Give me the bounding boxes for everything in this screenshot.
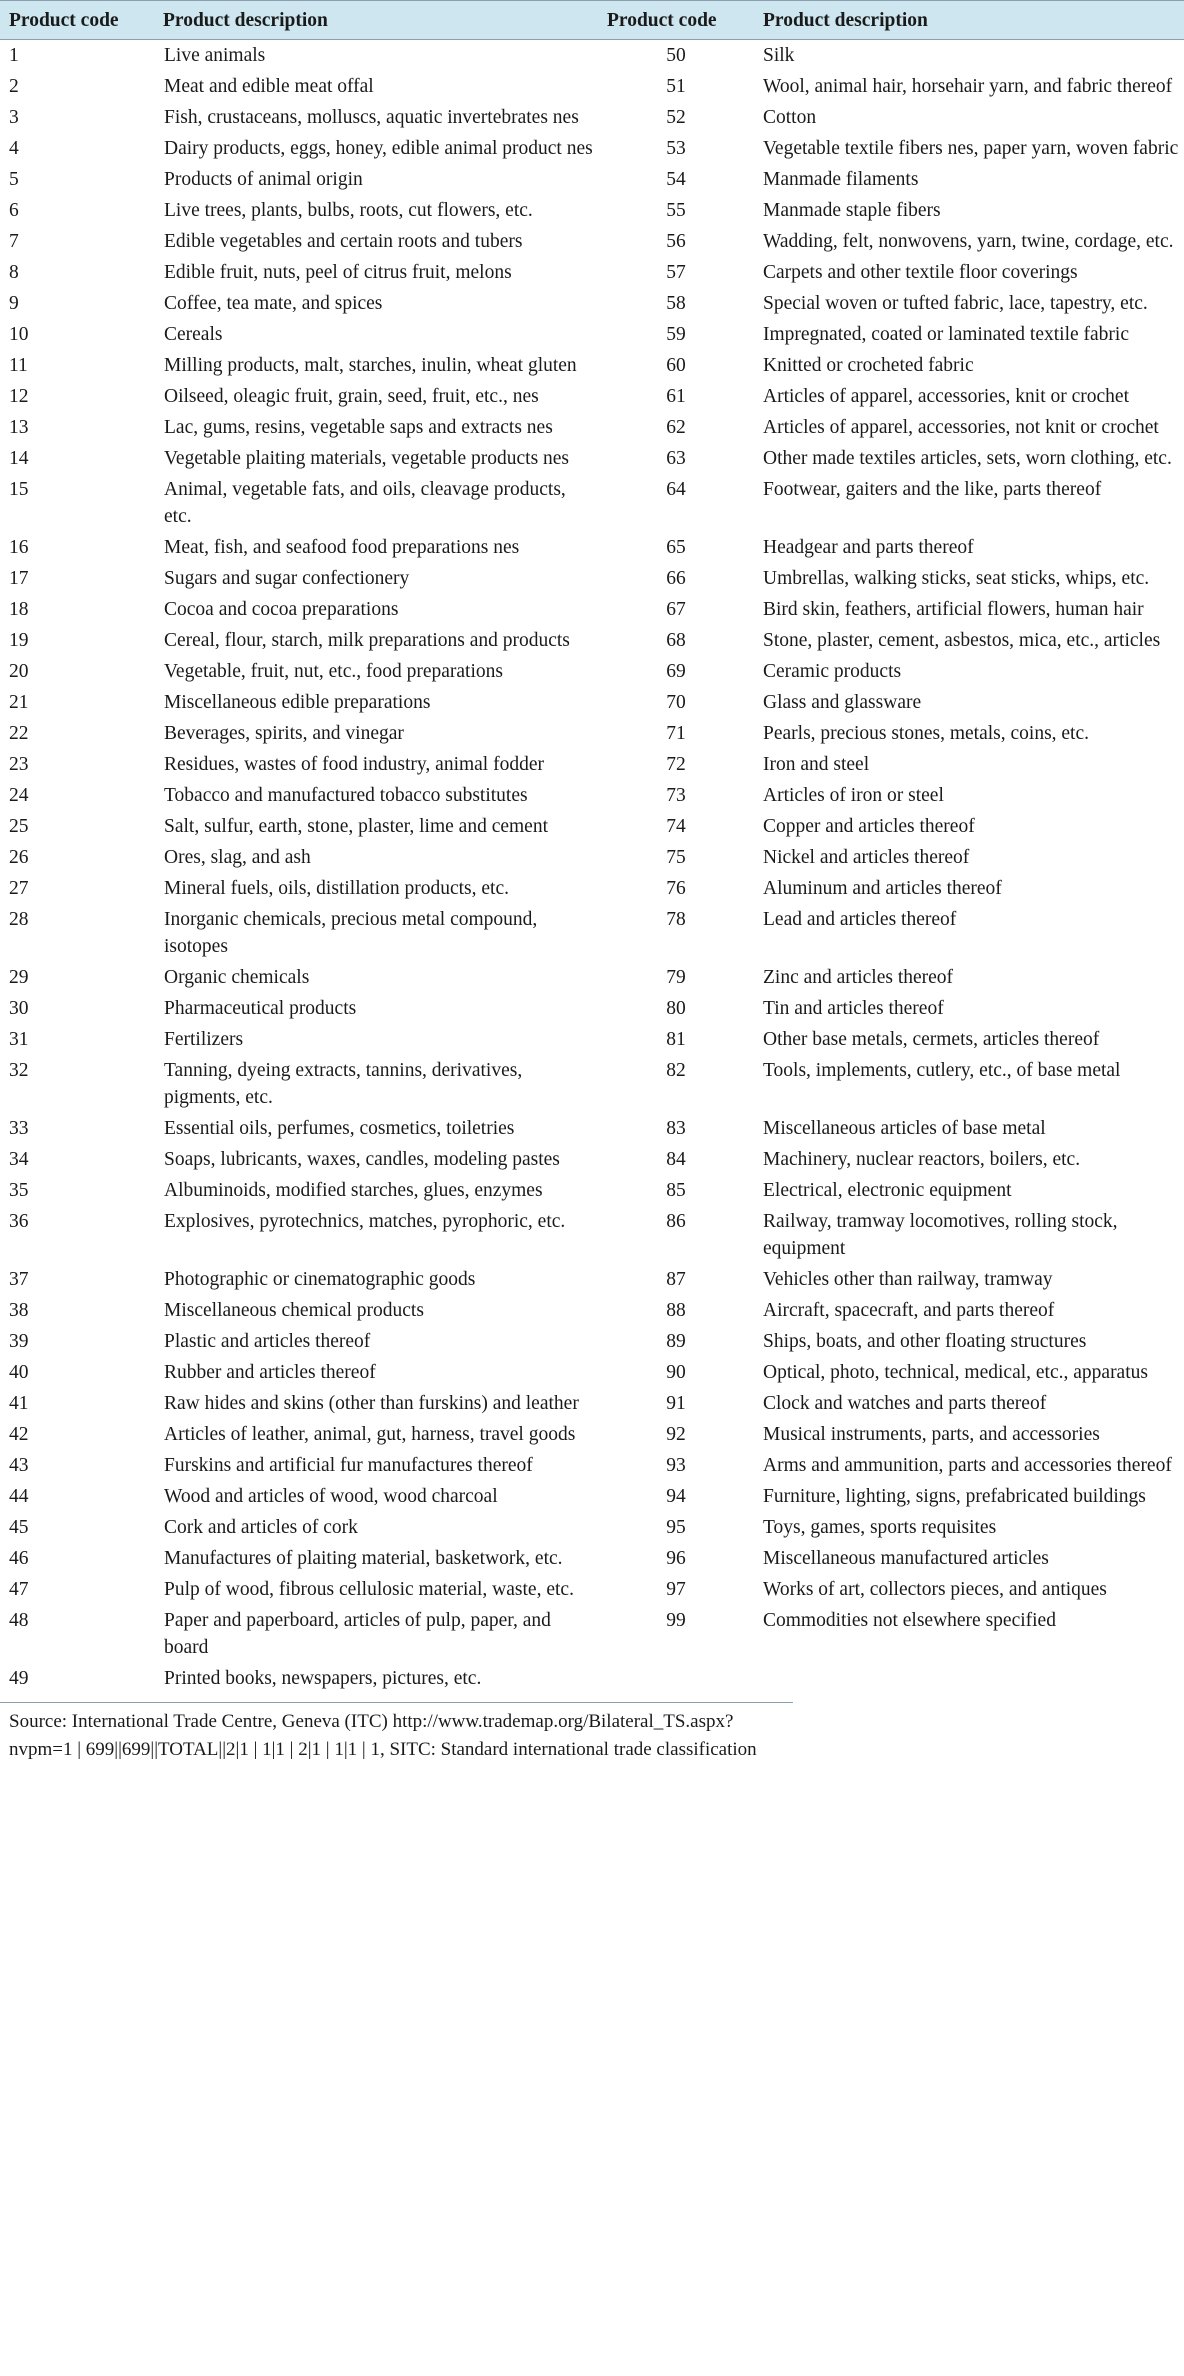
product-code-left-cell: 10 bbox=[9, 324, 29, 345]
product-description-right-cell: Pearls, precious stones, metals, coins, etc. bbox=[763, 723, 1090, 744]
product-code-right-cell: 64 bbox=[666, 479, 686, 500]
product-description-left-cell: Fertilizers bbox=[164, 1029, 244, 1050]
product-code-right-cell: 91 bbox=[666, 1393, 686, 1414]
product-code-left-cell: 35 bbox=[9, 1180, 29, 1201]
product-code-left-cell: 8 bbox=[9, 262, 19, 283]
source-footnote: Source: International Trade Centre, Geneva (ITC) http://www.trademap.org/Bilateral_TS.aspx?nvpm=1 | 699||699||TOTAL||2|1 | 1|1 | 2|1 | 1|1 | 1, SITC: Standard international trade classification bbox=[0, 1702, 793, 1764]
product-description-left-cell: Milling products, malt, starches, inulin, wheat gluten bbox=[164, 355, 577, 376]
table-row bbox=[0, 563, 1184, 594]
product-description-left-cell: Explosives, pyrotechnics, matches, pyrophoric, etc. bbox=[164, 1211, 566, 1232]
table-row bbox=[0, 350, 1184, 381]
product-description-right-cell: Aircraft, spacecraft, and parts thereof bbox=[763, 1300, 1055, 1321]
product-code-right-cell: 90 bbox=[666, 1362, 686, 1383]
product-description-right-cell: Nickel and articles thereof bbox=[763, 847, 970, 868]
product-code-right-cell: 56 bbox=[666, 231, 686, 252]
product-description-right-cell: Tools, implements, cutlery, etc., of base metal bbox=[763, 1060, 1121, 1081]
product-code-left-cell: 4 bbox=[9, 138, 19, 159]
table-row bbox=[0, 71, 1184, 102]
product-code-right-cell: 61 bbox=[666, 386, 686, 407]
product-code-left-cell: 39 bbox=[9, 1331, 29, 1352]
product-code-right-cell: 55 bbox=[666, 200, 686, 221]
product-code-left-cell: 21 bbox=[9, 692, 29, 713]
product-description-right-cell: Other base metals, cermets, articles thereof bbox=[763, 1029, 1100, 1050]
product-code-right-cell: 84 bbox=[666, 1149, 686, 1170]
table-row bbox=[0, 1326, 1184, 1357]
product-code-left-cell: 45 bbox=[9, 1517, 29, 1538]
product-code-left-cell: 5 bbox=[9, 169, 19, 190]
product-code-left-cell: 20 bbox=[9, 661, 29, 682]
product-code-right-cell: 85 bbox=[666, 1180, 686, 1201]
product-code-right-cell: 93 bbox=[666, 1455, 686, 1476]
product-description-left-cell: Products of animal origin bbox=[164, 169, 363, 190]
product-description-left-cell: Residues, wastes of food industry, animal fodder bbox=[164, 754, 544, 775]
product-code-left-cell: 3 bbox=[9, 107, 19, 128]
product-description-left-cell: Albuminoids, modified starches, glues, enzymes bbox=[164, 1180, 543, 1201]
product-code-right-cell: 67 bbox=[666, 599, 686, 620]
product-code-right-cell: 97 bbox=[666, 1579, 686, 1600]
product-code-left-cell: 46 bbox=[9, 1548, 29, 1569]
product-description-left-cell: Tobacco and manufactured tobacco substitutes bbox=[164, 785, 528, 806]
product-description-right-cell bbox=[753, 1663, 1184, 1694]
product-description-right-cell: Footwear, gaiters and the like, parts thereof bbox=[763, 479, 1102, 500]
product-code-left-cell: 33 bbox=[9, 1118, 29, 1139]
product-description-right-cell: Bird skin, feathers, artificial flowers, human hair bbox=[763, 599, 1144, 620]
product-code-right-cell: 96 bbox=[666, 1548, 686, 1569]
product-description-left-cell: Meat and edible meat offal bbox=[164, 76, 374, 97]
product-code-right-cell: 74 bbox=[666, 816, 686, 837]
product-code-right-cell: 71 bbox=[666, 723, 686, 744]
product-code-left-cell: 1 bbox=[9, 45, 19, 66]
product-description-left-cell: Edible vegetables and certain roots and tubers bbox=[164, 231, 523, 252]
product-code-right-cell: 52 bbox=[666, 107, 686, 128]
product-code-right-cell: 79 bbox=[666, 967, 686, 988]
table-row bbox=[0, 1206, 1184, 1264]
product-description-right-cell: Arms and ammunition, parts and accessories thereof bbox=[763, 1455, 1172, 1476]
product-description-right-cell: Articles of apparel, accessories, not knit or crochet bbox=[763, 417, 1159, 438]
product-code-left-cell: 49 bbox=[9, 1668, 29, 1689]
product-code-right-cell: 51 bbox=[666, 76, 686, 97]
product-code-left-cell: 36 bbox=[9, 1211, 29, 1232]
product-code-left-cell: 11 bbox=[9, 355, 28, 376]
product-code-right-cell: 57 bbox=[666, 262, 686, 283]
product-code-right-cell: 54 bbox=[666, 169, 686, 190]
product-description-right-cell: Manmade filaments bbox=[763, 169, 919, 190]
table-row bbox=[0, 1295, 1184, 1326]
product-code-left-cell: 28 bbox=[9, 909, 29, 930]
product-description-left-cell: Wood and articles of wood, wood charcoal bbox=[164, 1486, 498, 1507]
product-description-right-cell: Zinc and articles thereof bbox=[763, 967, 954, 988]
table-row bbox=[0, 1663, 1184, 1694]
table-row bbox=[0, 474, 1184, 532]
product-description-left-cell: Photographic or cinematographic goods bbox=[164, 1269, 476, 1290]
product-code-left-cell: 37 bbox=[9, 1269, 29, 1290]
product-code-left-cell: 30 bbox=[9, 998, 29, 1019]
product-code-right-cell: 72 bbox=[666, 754, 686, 775]
product-description-right-cell: Cotton bbox=[763, 107, 817, 128]
product-code-left-cell: 42 bbox=[9, 1424, 29, 1445]
product-description-left-cell: Meat, fish, and seafood food preparations nes bbox=[164, 537, 520, 558]
product-code-right-cell: 95 bbox=[666, 1517, 686, 1538]
product-code-left-cell: 19 bbox=[9, 630, 29, 651]
product-code-left-cell: 7 bbox=[9, 231, 19, 252]
product-description-left-cell: Coffee, tea mate, and spices bbox=[164, 293, 383, 314]
product-description-left-cell: Beverages, spirits, and vinegar bbox=[164, 723, 404, 744]
product-description-left-cell: Pulp of wood, fibrous cellulosic material, waste, etc. bbox=[164, 1579, 574, 1600]
product-code-left-cell: 44 bbox=[9, 1486, 29, 1507]
product-description-left-cell: Edible fruit, nuts, peel of citrus fruit, melons bbox=[164, 262, 512, 283]
product-code-left-cell: 31 bbox=[9, 1029, 29, 1050]
product-description-left-cell: Oilseed, oleagic fruit, grain, seed, fruit, etc., nes bbox=[164, 386, 539, 407]
table-row bbox=[0, 1388, 1184, 1419]
table-row bbox=[0, 780, 1184, 811]
product-code-right-cell: 59 bbox=[666, 324, 686, 345]
header-product-code-right: Product code bbox=[599, 1, 753, 40]
product-code-right-cell: 62 bbox=[666, 417, 686, 438]
product-description-left-cell: Manufactures of plaiting material, basketwork, etc. bbox=[164, 1548, 563, 1569]
product-description-left-cell: Plastic and articles thereof bbox=[164, 1331, 371, 1352]
product-description-right-cell: Copper and articles thereof bbox=[763, 816, 975, 837]
table-row bbox=[0, 687, 1184, 718]
product-description-left-cell: Organic chemicals bbox=[164, 967, 310, 988]
product-code-right-cell: 66 bbox=[666, 568, 686, 589]
product-code-left-cell: 47 bbox=[9, 1579, 29, 1600]
product-code-right-cell: 75 bbox=[666, 847, 686, 868]
table-header bbox=[0, 1, 1184, 40]
table-row bbox=[0, 993, 1184, 1024]
product-code-left-cell: 13 bbox=[9, 417, 29, 438]
product-code-left-cell: 32 bbox=[9, 1060, 29, 1081]
table-row bbox=[0, 1543, 1184, 1574]
table-row bbox=[0, 962, 1184, 993]
product-code-left-cell: 43 bbox=[9, 1455, 29, 1476]
table-row bbox=[0, 102, 1184, 133]
table-row bbox=[0, 319, 1184, 350]
product-description-left-cell: Cork and articles of cork bbox=[164, 1517, 358, 1538]
product-description-left-cell: Articles of leather, animal, gut, harness, travel goods bbox=[164, 1424, 576, 1445]
header-product-description-right: Product description bbox=[753, 1, 1184, 40]
product-code-left-cell: 18 bbox=[9, 599, 29, 620]
table-row bbox=[0, 1055, 1184, 1113]
product-description-left-cell: Raw hides and skins (other than furskins) and leather bbox=[164, 1393, 579, 1414]
product-code-left-cell: 9 bbox=[9, 293, 19, 314]
product-description-right-cell: Glass and glassware bbox=[763, 692, 922, 713]
table-row bbox=[0, 1175, 1184, 1206]
product-code-right-cell: 68 bbox=[666, 630, 686, 651]
table-row bbox=[0, 1512, 1184, 1543]
product-code-left-cell: 2 bbox=[9, 76, 19, 97]
product-code-left-cell: 24 bbox=[9, 785, 29, 806]
product-description-right-cell: Toys, games, sports requisites bbox=[763, 1517, 997, 1538]
table-row bbox=[0, 412, 1184, 443]
product-description-right-cell: Headgear and parts thereof bbox=[763, 537, 974, 558]
product-code-right-cell: 53 bbox=[666, 138, 686, 159]
product-description-left-cell: Pharmaceutical products bbox=[164, 998, 357, 1019]
product-description-left-cell: Miscellaneous chemical products bbox=[164, 1300, 424, 1321]
table-row bbox=[0, 1605, 1184, 1663]
product-description-right-cell: Articles of apparel, accessories, knit or crochet bbox=[763, 386, 1130, 407]
table-row bbox=[0, 1264, 1184, 1295]
header-row bbox=[0, 1, 1184, 40]
product-code-left-cell: 16 bbox=[9, 537, 29, 558]
product-code-right-cell: 92 bbox=[666, 1424, 686, 1445]
table-row bbox=[0, 288, 1184, 319]
product-description-right-cell: Electrical, electronic equipment bbox=[763, 1180, 1012, 1201]
product-description-right-cell: Wadding, felt, nonwovens, yarn, twine, cordage, etc. bbox=[763, 231, 1174, 252]
product-description-left-cell: Fish, crustaceans, molluscs, aquatic invertebrates nes bbox=[164, 107, 579, 128]
table-body bbox=[0, 40, 1184, 1695]
product-code-right-cell: 86 bbox=[666, 1211, 686, 1232]
product-description-left-cell: Vegetable plaiting materials, vegetable products nes bbox=[164, 448, 570, 469]
table-row bbox=[0, 1419, 1184, 1450]
product-description-right-cell: Aluminum and articles thereof bbox=[763, 878, 1002, 899]
product-code-right-cell: 73 bbox=[666, 785, 686, 806]
product-code-right-cell: 63 bbox=[666, 448, 686, 469]
table-row bbox=[0, 656, 1184, 687]
product-description-right-cell: Stone, plaster, cement, asbestos, mica, etc., articles bbox=[763, 630, 1161, 651]
product-code-right-cell: 65 bbox=[666, 537, 686, 558]
header-product-code-left: Product code bbox=[0, 1, 154, 40]
product-description-right-cell: Ships, boats, and other floating structures bbox=[763, 1331, 1087, 1352]
product-description-right-cell: Works of art, collectors pieces, and antiques bbox=[763, 1579, 1107, 1600]
product-code-right-cell: 88 bbox=[666, 1300, 686, 1321]
product-code-left-cell: 17 bbox=[9, 568, 29, 589]
product-code-right-cell: 81 bbox=[666, 1029, 686, 1050]
product-description-left-cell: Mineral fuels, oils, distillation products, etc. bbox=[164, 878, 509, 899]
table-row bbox=[0, 873, 1184, 904]
product-description-right-cell: Manmade staple fibers bbox=[763, 200, 941, 221]
product-code-left-cell: 15 bbox=[9, 479, 29, 500]
product-description-left-cell: Miscellaneous edible preparations bbox=[164, 692, 431, 713]
product-code-right-cell: 87 bbox=[666, 1269, 686, 1290]
product-description-left-cell: Lac, gums, resins, vegetable saps and extracts nes bbox=[164, 417, 553, 438]
product-code-right-cell: 89 bbox=[666, 1331, 686, 1352]
product-description-left-cell: Sugars and sugar confectionery bbox=[164, 568, 410, 589]
product-description-left-cell: Cocoa and cocoa preparations bbox=[164, 599, 399, 620]
product-description-right-cell: Optical, photo, technical, medical, etc., apparatus bbox=[763, 1362, 1148, 1383]
product-description-right-cell: Knitted or crocheted fabric bbox=[763, 355, 974, 376]
table-row bbox=[0, 133, 1184, 164]
product-description-right-cell: Tin and articles thereof bbox=[763, 998, 944, 1019]
product-description-right-cell: Vegetable textile fibers nes, paper yarn, woven fabric bbox=[763, 138, 1179, 159]
product-description-left-cell: Cereal, flour, starch, milk preparations and products bbox=[164, 630, 570, 651]
product-description-right-cell: Clock and watches and parts thereof bbox=[763, 1393, 1047, 1414]
product-code-left-cell: 23 bbox=[9, 754, 29, 775]
header-product-description-left: Product description bbox=[154, 1, 599, 40]
product-description-left-cell: Paper and paperboard, articles of pulp, paper, and board bbox=[164, 1610, 551, 1658]
product-description-left-cell: Essential oils, perfumes, cosmetics, toiletries bbox=[164, 1118, 515, 1139]
product-description-left-cell: Ores, slag, and ash bbox=[164, 847, 311, 868]
product-code-left-cell: 34 bbox=[9, 1149, 29, 1170]
product-code-right-cell: 80 bbox=[666, 998, 686, 1019]
product-code-right-cell: 60 bbox=[666, 355, 686, 376]
product-code-left-cell: 25 bbox=[9, 816, 29, 837]
product-description-right-cell: Articles of iron or steel bbox=[763, 785, 944, 806]
product-description-left-cell: Vegetable, fruit, nut, etc., food preparations bbox=[164, 661, 503, 682]
product-description-left-cell: Live animals bbox=[164, 45, 266, 66]
table-row bbox=[0, 381, 1184, 412]
product-description-right-cell: Special woven or tufted fabric, lace, tapestry, etc. bbox=[763, 293, 1148, 314]
product-code-left-cell: 29 bbox=[9, 967, 29, 988]
product-description-right-cell: Railway, tramway locomotives, rolling stock, equipment bbox=[763, 1211, 1118, 1259]
product-description-right-cell: Ceramic products bbox=[763, 661, 902, 682]
product-description-right-cell: Umbrellas, walking sticks, seat sticks, whips, etc. bbox=[763, 568, 1150, 589]
table-row bbox=[0, 718, 1184, 749]
product-code-right-cell: 58 bbox=[666, 293, 686, 314]
product-description-right-cell: Carpets and other textile floor coverings bbox=[763, 262, 1078, 283]
table-row bbox=[0, 842, 1184, 873]
product-code-left-cell: 22 bbox=[9, 723, 29, 744]
table-row bbox=[0, 811, 1184, 842]
product-code-right-cell: 94 bbox=[666, 1486, 686, 1507]
product-description-right-cell: Wool, animal hair, horsehair yarn, and fabric thereof bbox=[763, 76, 1173, 97]
table-row bbox=[0, 1144, 1184, 1175]
table-row bbox=[0, 1024, 1184, 1055]
product-description-left-cell: Furskins and artificial fur manufactures thereof bbox=[164, 1455, 533, 1476]
product-code-right-cell: 70 bbox=[666, 692, 686, 713]
product-description-right-cell: Iron and steel bbox=[763, 754, 870, 775]
product-description-left-cell: Tanning, dyeing extracts, tannins, derivatives, pigments, etc. bbox=[164, 1060, 523, 1108]
table-row bbox=[0, 594, 1184, 625]
product-code-left-cell: 14 bbox=[9, 448, 29, 469]
table-row bbox=[0, 749, 1184, 780]
product-code-right-cell: 50 bbox=[666, 45, 686, 66]
table-row bbox=[0, 1113, 1184, 1144]
product-description-right-cell: Commodities not elsewhere specified bbox=[763, 1610, 1056, 1631]
product-code-left-cell: 27 bbox=[9, 878, 29, 899]
product-description-right-cell: Impregnated, coated or laminated textile fabric bbox=[763, 324, 1129, 345]
product-description-left-cell: Dairy products, eggs, honey, edible animal product nes bbox=[164, 138, 593, 159]
product-code-left-cell: 41 bbox=[9, 1393, 29, 1414]
product-code-left-cell: 48 bbox=[9, 1610, 29, 1631]
product-description-left-cell: Live trees, plants, bulbs, roots, cut flowers, etc. bbox=[164, 200, 533, 221]
product-description-right-cell: Silk bbox=[763, 45, 795, 66]
product-code-right-cell: 99 bbox=[666, 1610, 686, 1631]
table-row bbox=[0, 1481, 1184, 1512]
product-code-right-cell bbox=[599, 1663, 753, 1694]
product-description-left-cell: Printed books, newspapers, pictures, etc. bbox=[164, 1668, 482, 1689]
product-code-right-cell: 69 bbox=[666, 661, 686, 682]
product-code-left-cell: 6 bbox=[9, 200, 19, 221]
product-description-right-cell: Musical instruments, parts, and accessories bbox=[763, 1424, 1100, 1445]
product-description-right-cell: Machinery, nuclear reactors, boilers, etc. bbox=[763, 1149, 1081, 1170]
product-description-left-cell: Rubber and articles thereof bbox=[164, 1362, 376, 1383]
table-row bbox=[0, 257, 1184, 288]
table-row bbox=[0, 164, 1184, 195]
product-code-left-cell: 38 bbox=[9, 1300, 29, 1321]
product-description-left-cell: Soaps, lubricants, waxes, candles, modeling pastes bbox=[164, 1149, 560, 1170]
table-row bbox=[0, 443, 1184, 474]
product-description-left-cell: Animal, vegetable fats, and oils, cleavage products, etc. bbox=[164, 479, 566, 527]
product-description-right-cell: Miscellaneous manufactured articles bbox=[763, 1548, 1049, 1569]
product-code-left-cell: 40 bbox=[9, 1362, 29, 1383]
product-code-right-cell: 78 bbox=[666, 909, 686, 930]
product-code-left-cell: 26 bbox=[9, 847, 29, 868]
product-code-right-cell: 82 bbox=[666, 1060, 686, 1081]
product-code-right-cell: 76 bbox=[666, 878, 686, 899]
product-description-left-cell: Salt, sulfur, earth, stone, plaster, lime and cement bbox=[164, 816, 548, 837]
table-row bbox=[0, 226, 1184, 257]
product-code-right-cell: 83 bbox=[666, 1118, 686, 1139]
product-description-right-cell: Furniture, lighting, signs, prefabricated buildings bbox=[763, 1486, 1146, 1507]
table-row bbox=[0, 1450, 1184, 1481]
product-description-right-cell: Lead and articles thereof bbox=[763, 909, 957, 930]
product-description-right-cell: Miscellaneous articles of base metal bbox=[763, 1118, 1046, 1139]
product-description-left-cell: Cereals bbox=[164, 324, 223, 345]
table-row bbox=[0, 40, 1184, 72]
product-description-right-cell: Vehicles other than railway, tramway bbox=[763, 1269, 1053, 1290]
table-row bbox=[0, 532, 1184, 563]
table-row bbox=[0, 904, 1184, 962]
table-row bbox=[0, 1574, 1184, 1605]
product-description-left-cell: Inorganic chemicals, precious metal compound, isotopes bbox=[164, 909, 538, 957]
table-row bbox=[0, 195, 1184, 226]
table-row bbox=[0, 1357, 1184, 1388]
table-row bbox=[0, 625, 1184, 656]
product-code-left-cell: 12 bbox=[9, 386, 29, 407]
product-description-right-cell: Other made textiles articles, sets, worn clothing, etc. bbox=[763, 448, 1172, 469]
